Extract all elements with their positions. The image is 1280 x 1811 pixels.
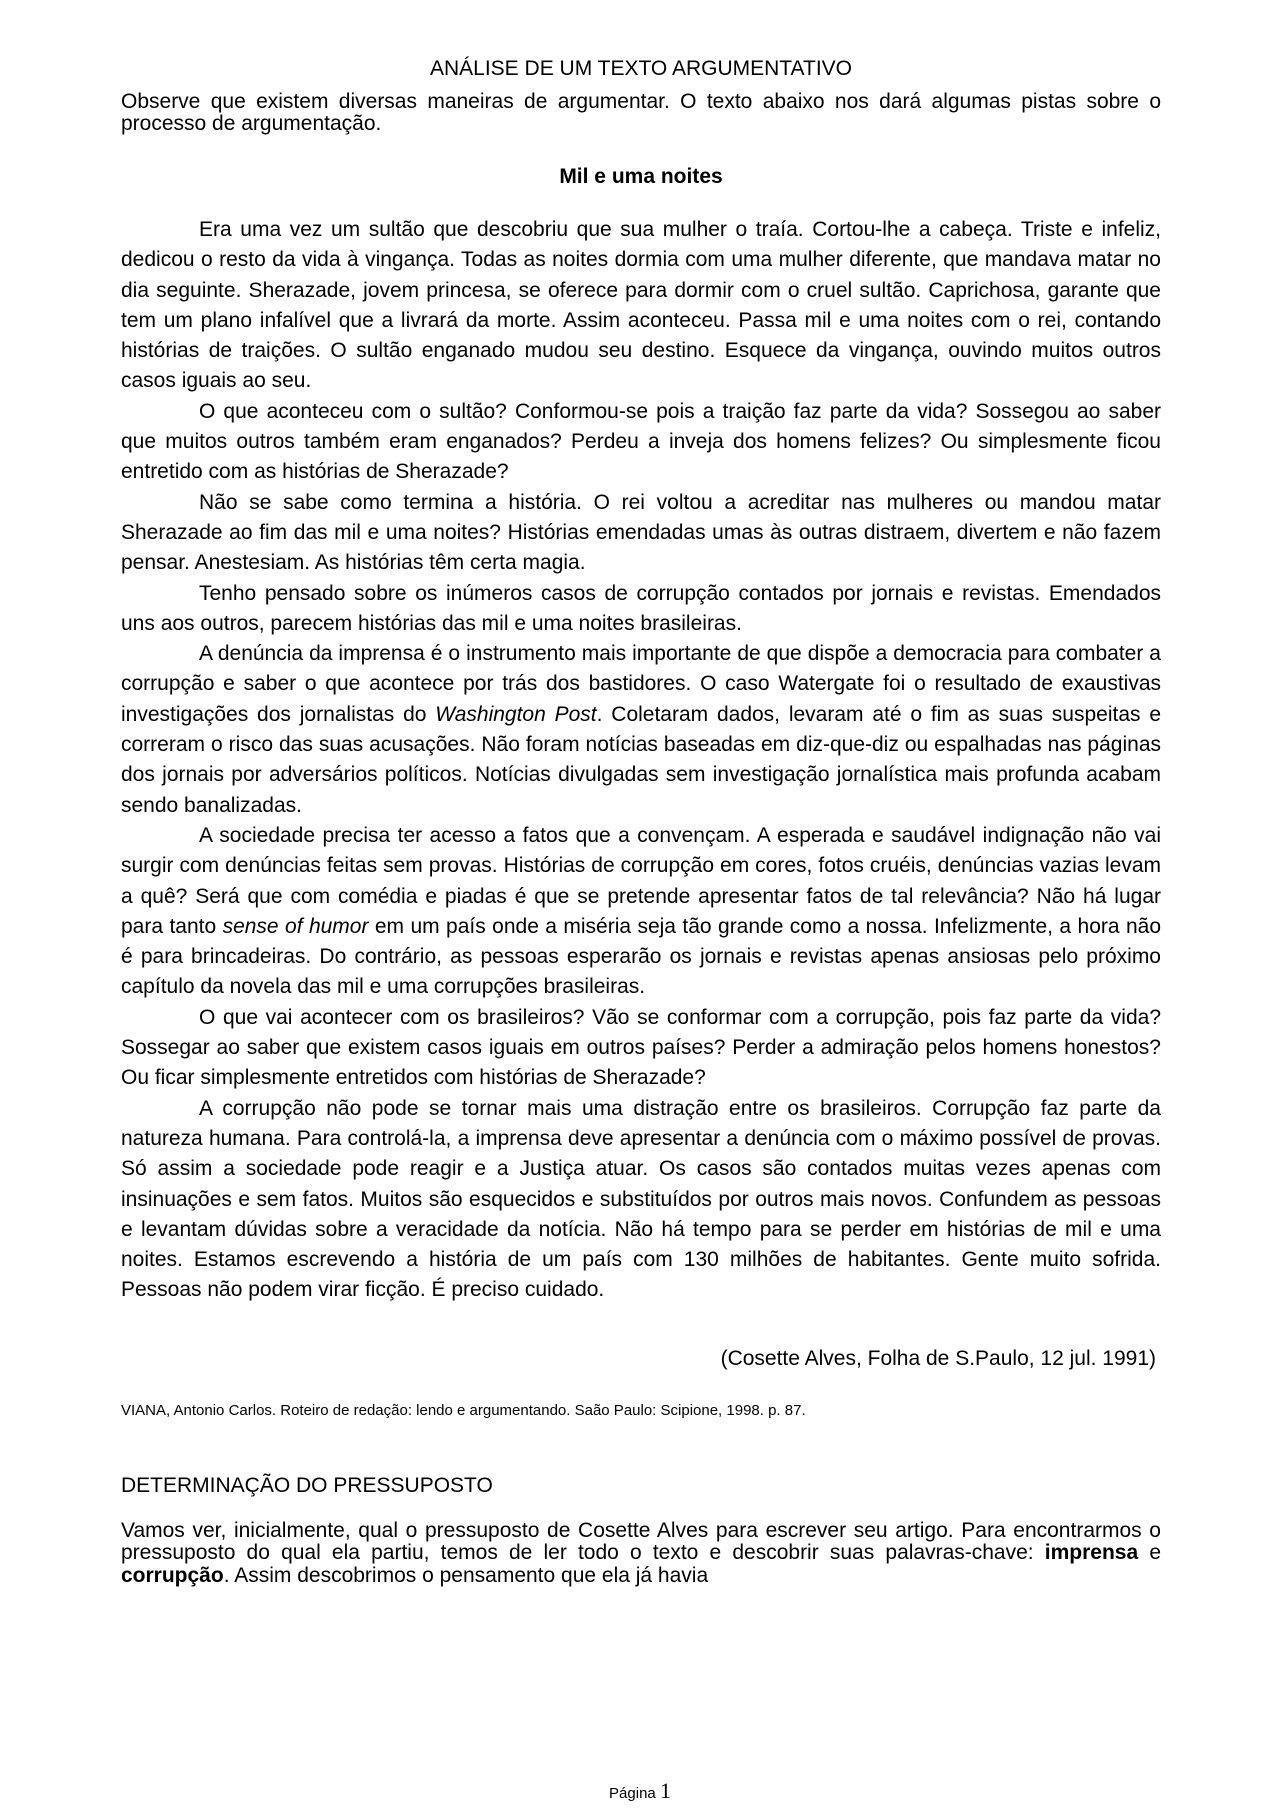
story-paragraph: O que aconteceu com o sultão? Conformou-se pois a traição faz parte da vida? Sossegou ao saber que muitos outros também eram enganados? Perdeu a inveja dos homens felizes? Ou simplesmente ficou entretido com as histórias de Sherazade? bbox=[121, 399, 1161, 484]
document-page bbox=[121, 55, 1161, 1587]
keyword: corrupção bbox=[121, 1563, 224, 1587]
italic-term: sense of humor bbox=[222, 914, 369, 938]
story-paragraph: Tenho pensado sobre os inúmeros casos de corrupção contados por jornais e revistas. Emendados uns aos outros, parecem histórias das mil e uma noites brasileiras. bbox=[121, 581, 1161, 635]
story-text: . Coletaram dados, levaram até o fim as suas suspeitas e correram o risco das suas acusações. Não foram notícias baseadas em diz-que-diz ou espalhadas nas páginas dos jornais por adversários políticos. Notícias divulgadas sem investigação jornalística mais profunda acabam sendo banalizadas. bbox=[121, 702, 1162, 817]
story-paragraph bbox=[121, 639, 1161, 821]
source-citation: (Cosette Alves, Folha de S.Paulo, 12 jul. 1991) bbox=[720, 1346, 1156, 1370]
page-label: Página bbox=[609, 1785, 656, 1802]
story-paragraph: O que vai acontecer com os brasileiros? Vão se conformar com a corrupção, pois faz parte da vida? Sossegar ao saber que existem casos iguais em outros países? Perder a admiração pelos homens honestos? Ou ficar simplesmente entretidos com histórias de Sherazade? bbox=[121, 1005, 1161, 1090]
intro-paragraph: Observe que existem diversas maneiras de argumentar. O texto abaixo nos dará algumas pistas sobre o processo de argumentação. bbox=[121, 90, 1161, 135]
italic-term: Washington Post bbox=[435, 702, 597, 726]
section-text: Vamos ver, inicialmente, qual o pressuposto de Cosette Alves para escrever seu artigo. Para encontrarmos o pressuposto do qual ela partiu, temos de ler todo o texto e descobrir suas palavras-chave: bbox=[121, 1518, 1161, 1565]
story-text: A denúncia da imprensa é o instrumento mais importante de que dispõe a democracia para combater a corrupção e saber o que acontece por trás dos bastidores. O caso Watergate foi o resultado de exaustivas investigações dos jornalistas do bbox=[121, 642, 1161, 726]
story-text: em um país onde a miséria seja tão grande como a nossa. Infelizmente, a hora não é para brincadeiras. Do contrário, as pessoas esperarão os jornais e revistas apenas ansiosas pelo próximo capítulo da novela das mil e uma corrupções brasileiras. bbox=[121, 914, 1161, 999]
story-title: Mil e uma noites bbox=[559, 165, 723, 188]
document-title: ANÁLISE DE UM TEXTO ARGUMENTATIVO bbox=[429, 57, 853, 80]
section-paragraph bbox=[121, 1520, 1161, 1588]
keyword: imprensa bbox=[1044, 1541, 1139, 1565]
page-number: 1 bbox=[659, 1778, 671, 1803]
section-title: DETERMINAÇÃO DO PRESSUPOSTO bbox=[121, 1473, 493, 1497]
story-text: A sociedade precisa ter acesso a fatos que a convençam. A esperada e saudável indignação não vai surgir com denúncias feitas sem provas. Histórias de corrupção em cores, fotos cruéis, denúncias vazias levam a quê? Será que com comédia e piadas é que se pretende apresentar fatos de tal relevância? Não há lugar para tanto bbox=[121, 823, 1161, 938]
story-paragraph: A corrupção não pode se tornar mais uma distração entre os brasileiros. Corrupção faz parte da natureza humana. Para controlá-la, a imprensa deve apresentar a denúncia com o máximo possível de provas. Só assim a sociedade pode reagir e a Justiça atuar. Os casos são contados muitas vezes apenas com insinuações e sem fatos. Muitos são esquecidos e substituídos por outros mais novos. Confundem as pessoas e levantam dúvidas sobre a veracidade da notícia. Não há tempo para se perder em histórias de mil e uma noites. Estamos escrevendo a história de um país com 130 milhões de habitantes. Gente muito sofrida. Pessoas não podem virar ficção. É preciso cuidado. bbox=[121, 1096, 1161, 1302]
section-text: . Assim descobrimos o pensamento que ela já havia bbox=[223, 1563, 709, 1587]
story-body bbox=[121, 215, 1161, 1306]
bibliographic-reference: VIANA, Antonio Carlos. Roteiro de redação: lendo e argumentando. Saão Paulo: Scipione, 1998. p. 87. bbox=[121, 1401, 806, 1419]
story-paragraph bbox=[121, 821, 1161, 1003]
section-text: e bbox=[1138, 1541, 1162, 1565]
story-paragraph: Era uma vez um sultão que descobriu que sua mulher o traía. Cortou-lhe a cabeça. Triste e infeliz, dedicou o resto da vida à vingança. Todas as noites dormia com uma mulher diferente, que mandava matar no dia seguinte. Sherazade, jovem princesa, se oferece para dormir com o cruel sultão. Caprichosa, garante que tem um plano infalível que a livrará da morte. Assim aconteceu. Passa mil e uma noites com o rei, contando histórias de traições. O sultão enganado mudou seu destino. Esquece da vingança, ouvindo muitos outros casos iguais ao seu. bbox=[121, 218, 1161, 393]
story-paragraph: Não se sabe como termina a história. O rei voltou a acreditar nas mulheres ou mandou matar Sherazade ao fim das mil e uma noites? Histórias emendadas umas às outras distraem, divertem e não fazem pensar. Anestesiam. As histórias têm certa magia. bbox=[121, 490, 1161, 575]
page-footer bbox=[0, 1780, 1280, 1805]
